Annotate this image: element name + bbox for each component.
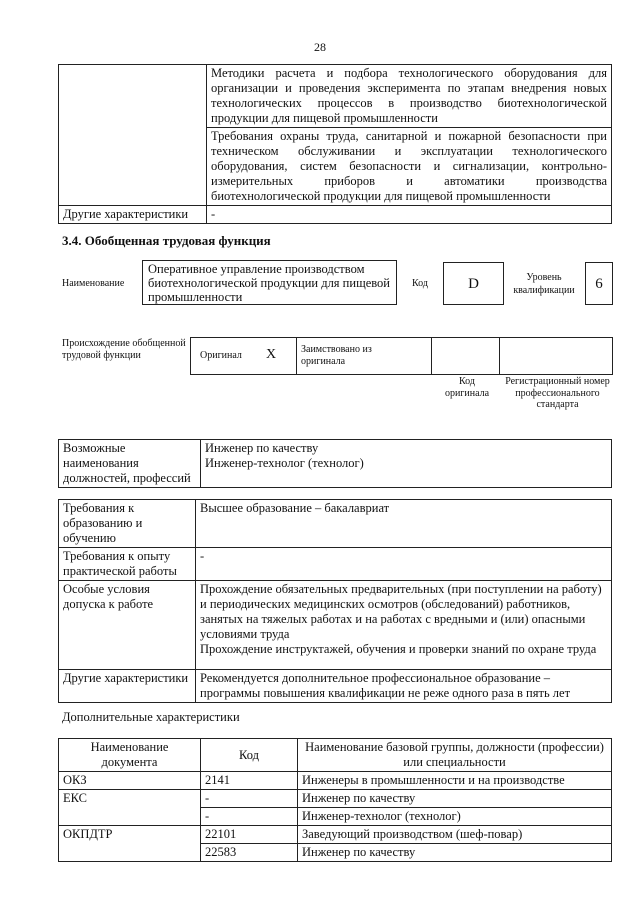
origin-label: Происхождение обобщенной трудовой функции (62, 338, 186, 361)
code-cell: 22101 (201, 826, 298, 844)
name-value-box (142, 260, 397, 305)
doc-cell: ЕКС (59, 790, 201, 826)
doc-cell: ОКПДТР (59, 826, 201, 862)
other-label: Другие характеристики (59, 206, 207, 224)
req-value: Рекомендуется дополнительное профессиональное образование – программы повышения квалификации не реже одного раза в пять лет (196, 670, 612, 703)
header-code: Код (201, 739, 298, 772)
name-cell: Инженер-технолог (технолог) (298, 808, 612, 826)
table-row (59, 790, 612, 808)
knowledge-row-2: Требования охраны труда, санитарной и пожарной безопасности при техническом обслуживании и эксплуатации технологического оборудования, систем безопасности и сигнализации, контрольно-измерительных приборов и автоматики производства биотехнологической продукции для пищевой промышленности (207, 128, 612, 206)
top-table (58, 64, 612, 224)
name-cell: Инженеры в промышленности и на производстве (298, 772, 612, 790)
req-value: Высшее образование – бакалавриат (196, 500, 612, 548)
req-label: Другие характеристики (59, 670, 196, 703)
req-label: Требования к образованию и обучению (59, 500, 196, 548)
position-item: Инженер по качеству (205, 441, 319, 455)
original-mark: X (266, 347, 277, 362)
name-value: Оперативное управление производством биотехнологической продукции для пищевой промышленности (148, 262, 390, 304)
level-box (585, 262, 613, 305)
req-value (196, 581, 612, 670)
header-doc: Наименование документа (59, 739, 201, 772)
table-header-row (59, 739, 612, 772)
code-caption: Код оригинала (444, 376, 490, 399)
origin-table (190, 337, 613, 375)
code-cell: 2141 (201, 772, 298, 790)
page-number: 28 (314, 40, 326, 54)
header-name: Наименование базовой группы, должности (профессии) или специальности (298, 739, 612, 772)
code-label: Код (412, 278, 428, 289)
reg-caption: Регистрационный номер профессионального стандарта (505, 376, 610, 410)
positions-values (201, 440, 612, 488)
original-label: Оригинал (200, 350, 242, 361)
position-item: Инженер-технолог (технолог) (205, 456, 364, 470)
table-row (59, 772, 612, 790)
name-cell: Заведующий производством (шеф-повар) (298, 826, 612, 844)
section-title: 3.4. Обобщенная трудовая функция (62, 233, 271, 248)
code-cell: - (201, 808, 298, 826)
knowledge-row-1: Методики расчета и подбора технологического оборудования для организации и проведения эксперимента по этапам внедрения новых технологических процессов в производство биотехнологической продукции для пищевой промышленности (207, 65, 612, 128)
code-value: D (468, 276, 479, 292)
requirements-table (58, 499, 612, 703)
level-value: 6 (595, 276, 603, 292)
req-value: - (196, 548, 612, 581)
req-label: Особые условия допуска к работе (59, 581, 196, 670)
empty-cell (59, 65, 207, 206)
code-cell: - (201, 790, 298, 808)
req-value-line: Прохождение обязательных предварительных (при поступлении на работу) и периодических медицинских осмотров (обследований) работников, занятых на тяжелых работах и на работах с вредными и (или) опасными условиями труда (200, 582, 602, 641)
borrowed-label: Заимствовано из оригинала (301, 344, 372, 367)
additional-title: Дополнительные характеристики (62, 710, 240, 724)
name-cell: Инженер по качеству (298, 844, 612, 862)
code-box (443, 262, 504, 305)
other-value: - (207, 206, 612, 224)
additional-table (58, 738, 612, 862)
doc-cell: ОКЗ (59, 772, 201, 790)
positions-label: Возможные наименования должностей, профессий (59, 440, 201, 488)
name-cell: Инженер по качеству (298, 790, 612, 808)
level-label: Уровень квалификации (513, 272, 575, 296)
name-label: Наименование (62, 278, 125, 289)
table-row (59, 826, 612, 844)
req-label: Требования к опыту практической работы (59, 548, 196, 581)
code-cell: 22583 (201, 844, 298, 862)
positions-table (58, 439, 612, 488)
req-value-line: Прохождение инструктажей, обучения и проверки знаний по охране труда (200, 642, 597, 656)
